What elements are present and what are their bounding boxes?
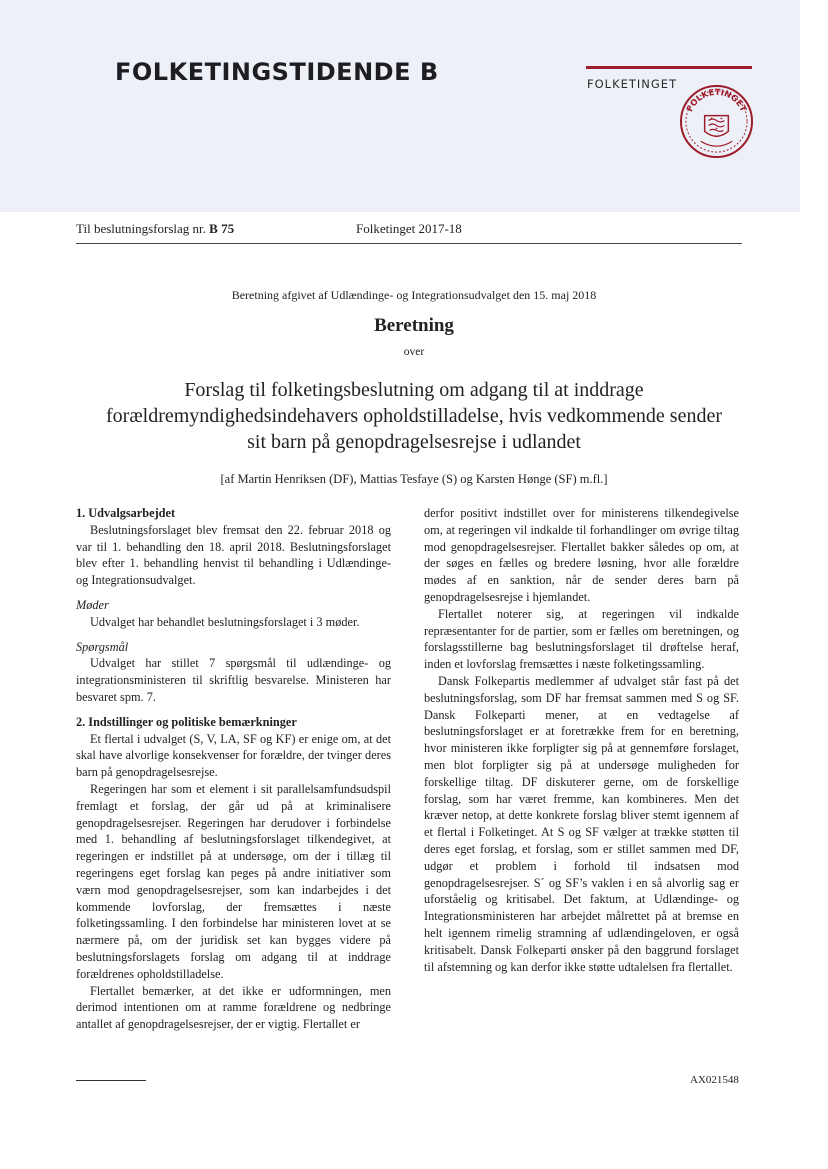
publication-title: FOLKETINGSTIDENDE B: [115, 58, 439, 86]
paragraph: Regeringen har som et element i sit parallelsamfundsudspil fremlagt et forslag, der går ud på at kriminalisere genopdragelsesrejser. Regeringen har derudover i forbindelse med 1. behandling af beslutningsforslaget tilkendegivet, at regeringen er indstillet på at undersøge, om der i tillæg til regeringens eget forslag kan peges på andre initiativer som værn mod genopdragelsesrejser, som kan indarbejdes i det kommende lovforslag, der fremsættes i næste folketingssamling. I den forbindelse har ministeren lovet at se nærmere på, om der juridisk set kan bygges videre på beslutningsforslagets forslag om adgang til at inddrage forældrenes opholdstilladelse.: [76, 781, 391, 981]
paragraph: Flertallet noterer sig, at regeringen vil indkalde repræsentanter for de partier, som er fælles om beretningen, og forslagsstillerne bag beslutningsforslaget til drøftelse heraf, inden et lovforslag fremsættes i næste folketingssamling.: [424, 606, 739, 672]
bill-title-line: forældremyndighedsindehavers opholdstilladelse, hvis vedkommende sender: [106, 405, 722, 427]
subsection-heading: Spørgsmål: [76, 639, 129, 654]
page-title: Beretning: [374, 315, 454, 336]
section-heading: 2. Indstillinger og politiske bemærkninger: [76, 714, 297, 729]
svg-text:FOLKETINGET: [684, 87, 749, 114]
divider: [76, 243, 742, 244]
folketinget-seal-icon: [679, 84, 754, 159]
institution-label: FOLKETINGET: [587, 77, 678, 91]
session-label: Folketinget 2017-18: [356, 221, 462, 236]
paragraph: Udvalget har behandlet beslutningsforslaget i 3 møder.: [90, 614, 360, 629]
subsection-heading: Møder: [76, 597, 109, 612]
right-column: [424, 505, 739, 975]
seal-lettering: FOLKETINGET: [684, 86, 749, 114]
authors-line: [af Martin Henriksen (DF), Mattias Tesfaye (S) og Karsten Hønge (SF) m.fl.]: [220, 472, 608, 486]
paragraph: Dansk Folkepartis medlemmer af udvalget står fast på det beslutningsforslag, som DF har fremsat sammen med S og SF. Dansk Folkeparti mener, at en vedtagelse af beslutningsforslaget er at foretrække frem for en beretning, hvor ministeren ikke forpligter sig på at gennemføre forslaget, men blot forpligter sig på at undersøge muligheden for forskellige tiltag. DF diskuterer gerne, om de forskellige forslag, som har været fremme, kan kombineres. Men det kræver netop, at dette konkrete forslag bliver stemt igennem af et flertal i Folketinget. At S og SF vælger at trække støtten til deres eget forslag, et forslag, som er stillet sammen med DF, udgør et problem i forhold til indsatsen mod genopdragelsesrejser. S´ og SF’s vaklen i en så alvorlig sag er uforståelig og kritisabel. Det faktum, at Udlændinge- og Integrationsministeren har arbejdet målrettet på at bremse en helt igennem rimelig stramning af udlændingeloven, er også kritisabelt. Dansk Folkeparti ønsker på den baggrund forslaget til afstemning og kan derfor ikke støtte udtalelsen fra flertallet.: [424, 673, 739, 974]
bill-title-line: sit barn på genopdragelsesrejse i udlandet: [247, 431, 581, 453]
bill-reference-prefix: Til beslutningsforslag nr.: [76, 221, 206, 236]
paragraph: Udvalget har stillet 7 spørgsmål til udlændinge- og integrationsministeren til skriftlig besvarelse. Ministeren har besvaret spm. 7.: [76, 656, 391, 704]
left-column: [76, 505, 391, 1033]
paragraph: derfor positivt indstillet over for ministerens tilkendegivelse om, at regeringen vil indkalde til forhandlinger om øvrige tiltag mod genopdragelsesrejser. Flertallet bakker således op om, at der søges en fælles og bredere løsning, hvor alle forældre mødes af en sanktion, når de sender deres barn på genopdragelsesrejse i hjemlandet.: [424, 506, 739, 604]
bill-title: [60, 377, 768, 455]
bill-reference: [76, 221, 234, 237]
section-heading: 1. Udvalgsarbejdet: [76, 506, 176, 520]
report-intro: Beretning afgivet af Udlændinge- og Integrationsudvalget den 15. maj 2018: [231, 288, 597, 302]
over-label: over: [403, 346, 425, 358]
paragraph: Flertallet bemærker, at det ikke er udformningen, men derimod intentionen om at ramme forældrene og nedbringe antallet af genopdragelsesrejser, der er vigtig. Flertallet er: [76, 983, 391, 1032]
document-id: AX021548: [690, 1074, 739, 1086]
paragraph: Beslutningsforslaget blev fremsat den 22. februar 2018 og var til 1. behandling den 18. april 2018. Beslutningsforslaget blev efter 1. behandling henvist til behandling i Udlændinge- og Integrationsudvalget.: [76, 522, 391, 588]
paragraph: Et flertal i udvalget (S, V, LA, SF og KF) er enige om, at det skal have alvorlige konsekvenser for forældre, der tvinger deres barn på genopdragelsesrejse.: [76, 731, 391, 780]
bill-number: B 75: [209, 221, 235, 236]
bill-title-line: Forslag til folketingsbeslutning om adgang til at inddrage: [184, 379, 644, 401]
accent-rule: [586, 66, 752, 69]
footnote-rule: [76, 1080, 146, 1081]
